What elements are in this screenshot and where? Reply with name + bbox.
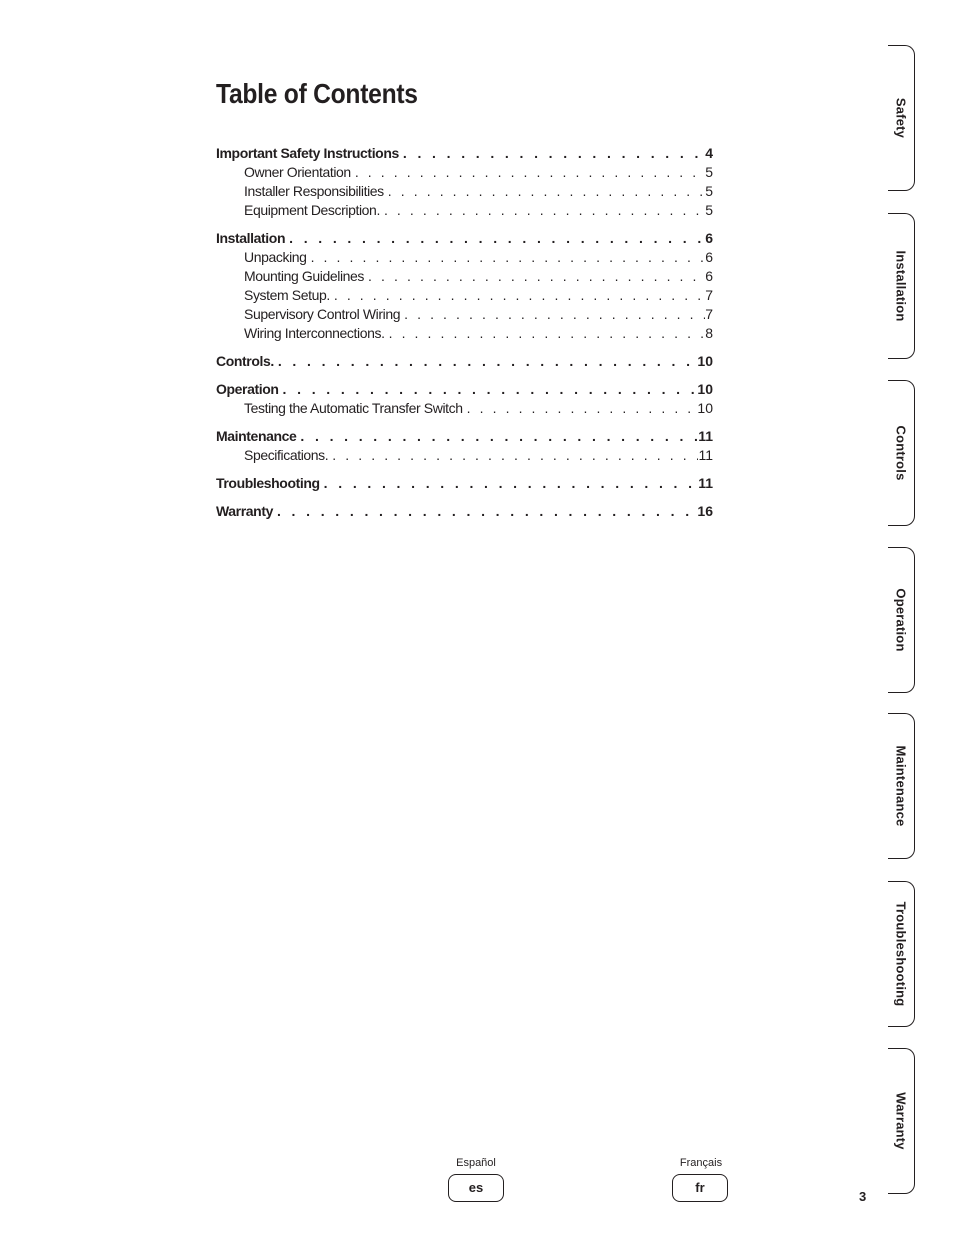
toc-dot-leader [399,144,705,163]
toc-entry-label: System Setup. [244,287,330,303]
toc-entry-label: Unpacking [244,249,307,265]
toc-entry-page: 11 [698,475,713,491]
toc-entry-controls[interactable] [216,352,713,371]
toc-entry-page: 11 [698,428,713,444]
toc-entry-page: 8 [705,325,713,341]
toc-entry-page: 4 [705,145,713,161]
toc-entry-page: 7 [705,287,713,303]
toc-entry-unpacking[interactable] [216,248,713,267]
table-of-contents [216,144,713,521]
toc-dot-leader [320,474,699,493]
toc-entry-operation[interactable] [216,380,713,399]
tab-label: Troubleshooting [893,901,909,1007]
toc-entry-troubleshooting[interactable] [216,474,713,493]
toc-entry-page: 5 [705,164,713,180]
toc-dot-leader [274,352,698,371]
tab-warranty[interactable] [888,1048,915,1194]
toc-dot-leader [351,163,705,182]
toc-entry-page: 5 [705,183,713,199]
toc-entry-mounting-guidelines[interactable] [216,267,713,286]
tab-safety[interactable] [888,45,915,191]
toc-dot-leader [285,229,705,248]
tab-label: Installation [893,250,909,322]
page-title: Table of Contents [216,78,418,109]
toc-entry-label: Maintenance [216,428,297,444]
tab-label: Warranty [893,1092,909,1150]
toc-dot-leader [330,286,705,305]
toc-entry-page: 10 [697,353,713,369]
toc-entry-label: Testing the Automatic Transfer Switch [244,400,463,416]
toc-entry-label: Important Safety Instructions [216,145,399,161]
toc-dot-leader [380,201,705,220]
tab-label: Controls [893,425,909,481]
toc-entry-important-safety-instructions[interactable] [216,144,713,163]
language-button-fr[interactable]: fr [672,1174,728,1202]
toc-entry-page: 5 [705,202,713,218]
toc-entry-owner-orientation[interactable] [216,163,713,182]
toc-entry-label: Troubleshooting [216,475,320,491]
tab-maintenance[interactable] [888,713,915,859]
toc-entry-label: Wiring Interconnections. [244,325,385,341]
toc-entry-page: 7 [705,306,713,322]
tab-installation[interactable] [888,213,915,359]
toc-dot-leader [307,248,706,267]
toc-entry-installer-responsibilities[interactable] [216,182,713,201]
language-caption-espanol: Español [456,1157,496,1169]
toc-dot-leader [328,446,698,465]
toc-entry-wiring-interconnections[interactable] [216,324,713,343]
toc-entry-testing-the-automatic-transfer-switch[interactable] [216,399,713,418]
toc-entry-system-setup[interactable] [216,286,713,305]
toc-entry-page: 10 [697,381,713,397]
page-number: 3 [859,1189,867,1204]
toc-entry-page: 6 [705,268,713,284]
toc-dot-leader [279,380,698,399]
toc-entry-page: 11 [698,447,713,463]
tab-controls[interactable] [888,380,915,526]
toc-dot-leader [385,324,706,343]
toc-entry-supervisory-control-wiring[interactable] [216,305,713,324]
toc-dot-leader [273,502,697,521]
toc-entry-label: Warranty [216,503,273,519]
toc-entry-equipment-description[interactable] [216,201,713,220]
toc-entry-label: Mounting Guidelines [244,268,365,284]
toc-entry-label: Operation [216,381,279,397]
toc-entry-label: Installer Responsibilities [244,183,384,199]
language-caption-francais: Français [679,1157,723,1169]
tab-label: Maintenance [893,745,909,827]
toc-dot-leader [296,427,698,446]
toc-entry-warranty[interactable] [216,502,713,521]
toc-entry-label: Specifications. [244,447,329,463]
toc-entry-label: Equipment Description. [244,202,380,218]
toc-entry-page: 6 [705,230,713,246]
toc-entry-label: Supervisory Control Wiring [244,306,401,322]
toc-entry-maintenance[interactable] [216,427,713,446]
toc-entry-label: Owner Orientation [244,164,351,180]
toc-entry-label: Controls. [216,353,274,369]
toc-entry-installation[interactable] [216,229,713,248]
toc-dot-leader [364,267,705,286]
toc-entry-page: 16 [697,503,713,519]
tab-label: Operation [893,588,909,652]
toc-entry-label: Installation [216,230,286,246]
language-button-es[interactable]: es [448,1174,504,1202]
toc-entry-specifications[interactable] [216,446,713,465]
toc-dot-leader [384,182,705,201]
toc-entry-page: 6 [705,249,713,265]
toc-dot-leader [463,399,698,418]
toc-entry-page: 10 [697,400,713,416]
tab-troubleshooting[interactable] [888,881,915,1027]
tab-label: Safety [893,97,909,139]
tab-operation[interactable] [888,547,915,693]
toc-dot-leader [400,305,705,324]
